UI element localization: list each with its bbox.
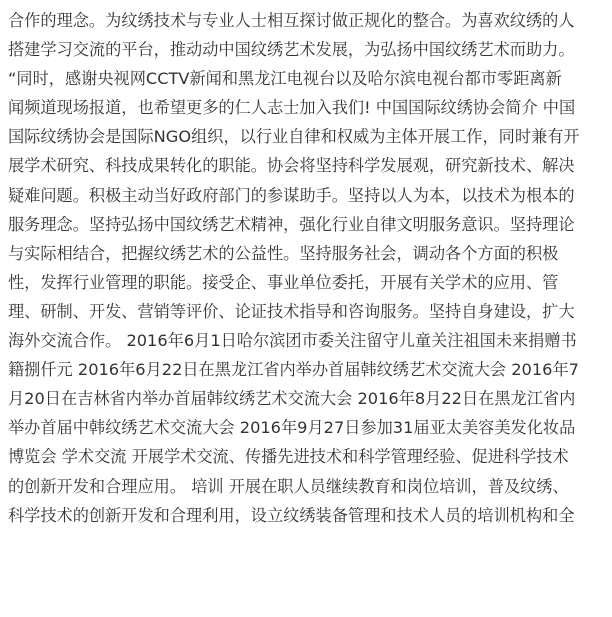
paragraph-line: 性，发挥行业管理的职能。接受企、事业单位委托，开展有关学术的应用、管 xyxy=(8,272,559,292)
paragraph-line: “同时，感谢央视网CCTV新闻和黑龙江电视台以及哈尔滨电视台都市零距离新 xyxy=(8,69,562,89)
paragraph-line: 月20日在吉林省内举办首届韩纹绣艺术交流大会 2016年8月22日在黑龙江省内 xyxy=(8,389,576,409)
paragraph-line: 服务理念。坚持弘扬中国纹绣艺术精神，强化行业自律文明服务意识。坚持理论 xyxy=(8,214,575,234)
paragraph-line: 科学技术的创新开发和合理利用，设立纹绣装备管理和技术人员的培训机构和全 xyxy=(8,505,575,525)
paragraph-line: 籍捌仟元 2016年6月22日在黑龙江省内举办首届韩纹绣艺术交流大会 2016年7 xyxy=(8,360,579,380)
paragraph-line: 理、研制、开发、营销等评价、论证技术指导和咨询服务。坚持自身建设，扩大 xyxy=(8,301,575,321)
paragraph-line: 海外交流合作。 2016年6月1日哈尔滨团市委关注留守儿童关注祖国未来捐赠书 xyxy=(8,331,577,351)
paragraph-line: 疑难问题。积极主动当好政府部门的参谋助手。坚持以人为本，以技术为根本的 xyxy=(8,185,575,205)
paragraph-line: 搭建学习交流的平台，推动动中国纹绣艺术发展，为弘扬中国纹绣艺术而助力。 xyxy=(8,40,575,60)
paragraph-line: 展学术研究、科技成果转化的职能。协会将坚持科学发展观，研究新技术、解决 xyxy=(8,156,575,176)
paragraph-line: 与实际相结合，把握纹绣艺术的公益性。坚持服务社会，调动各个方面的积极 xyxy=(8,243,559,263)
paragraph-line: 合作的理念。为纹绣技术与专业人士相互探讨做正规化的整合。为喜欢纹绣的人 xyxy=(8,11,575,30)
paragraph-line: 举办首届中韩纹绣艺术交流大会 2016年9月27日参加31届亚太美容美发化妆品 xyxy=(8,418,576,438)
article-body xyxy=(8,6,612,530)
paragraph-line: 的创新开发和合理应用。 培训 开展在职人员继续教育和岗位培训，普及纹绣、 xyxy=(8,476,569,496)
paragraph-line: 博览会 学术交流 开展学术交流、传播先进技术和科学管理经验、促进科学技术 xyxy=(8,447,569,467)
paragraph-line: 闻频道现场报道，也希望更多的仁人志士加入我们! 中国国际纹绣协会简介 中国 xyxy=(8,98,576,118)
paragraph-line: 国际纹绣协会是国际NGO组织，以行业自律和权威为主体开展工作，同时兼有开 xyxy=(8,127,580,147)
